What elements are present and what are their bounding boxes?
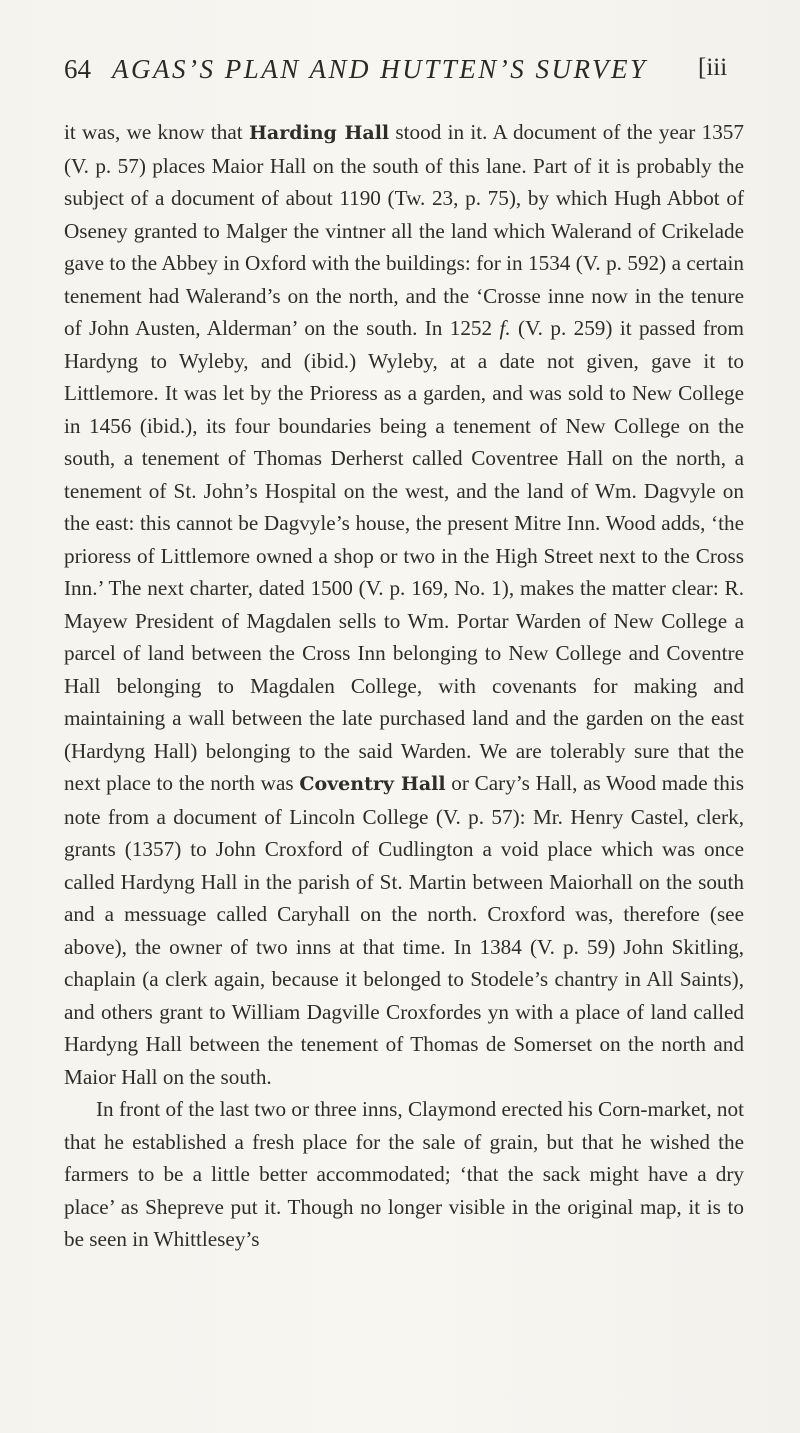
body-text <box>64 116 744 1256</box>
bold-term-harding-hall: Harding Hall <box>248 122 390 144</box>
section-marker: [iii <box>698 54 728 81</box>
text-run: (V. p. 259) it passed from Hardyng to Wyleby, and (ibid.) Wyleby, at a date not given, gave it to Littlemore. It was let by the Prioress as a garden, and was sold to New College in 1456 (ibid.), its four boundaries being a tenement of New College on the south, a tenement of Thomas Derherst called Coventree Hall on the north, a tenement of St. John’s Hospital on the west, and the land of Wm. Dagvyle on the east: this cannot be Dagvyle’s house, the present Mitre Inn. Wood adds, ‘the prioress of Littlemore owned a shop or two in the High Street next to the Cross Inn.’ The next charter, dated 1500 (V. p. 169, No. 1), makes the matter clear: R. Mayew President of Magdalen sells to Wm. Portar Warden of New College a parcel of land between the Cross Inn belonging to New College and Coventre Hall belonging to Magdalen College, with covenants for making and maintaining a wall between the late purchased land and the garden on the east (Hardyng Hall) belonging to the said Warden. We are tolerably sure that the next place to the north was <box>64 316 744 795</box>
paragraph-1 <box>64 116 744 1093</box>
bold-term-coventry-hall: Coventry Hall <box>299 773 446 795</box>
paragraph-2: In front of the last two or three inns, Claymond erected his Corn-market, not that he established a fresh place for the sale of grain, but that he wished the farmers to be a little better accommodated; ‘that the sack might have a dry place’ as Shepreve put it. Though no longer visible in the original map, it is to be seen in Whittlesey’s <box>64 1097 744 1251</box>
page-number: 64 <box>64 54 91 84</box>
running-title: AGAS’S PLAN AND HUTTEN’S SURVEY <box>112 54 648 84</box>
text-run: stood in it. A document of the year 1357 (V. p. 57) places Maior Hall on the south of this lane. Part of it is probably the subject of a document of about 1190 (Tw. 23, p. 75), by which Hugh Abbot of Oseney granted to Malger the vintner all the land which Walerand of Crikelade gave to the Abbey in Oxford with the buildings: for in 1534 (V. p. 592) a certain tenement had Walerand’s on the north, and the ‘Crosse inne now in the tenure of John Austen, Alderman’ on the south. In 1252 <box>64 120 744 340</box>
italic-abbrev: f. <box>499 316 511 340</box>
text-run: it was, we know that <box>64 120 249 144</box>
text-run: or Cary’s Hall, as Wood made this note from a document of Lincoln College (V. p. 57): Mr. Henry Castel, clerk, grants (1357) to John Croxford of Cudlington a void place which was once called Hardyng Hall in the parish of St. Martin between Maiorhall on the south and a messuage called Caryhall on the north. Croxford was, therefore (see above), the owner of two inns at that time. In 1384 (V. p. 59) John Skitling, chaplain (a clerk again, because it belonged to Stodele’s chantry in All Saints), and others grant to William Dagville Croxfordes yn with a place of land called Hardyng Hall between the tenement of Thomas de Somerset on the north and Maior Hall on the south. <box>64 771 744 1089</box>
running-head <box>64 54 764 94</box>
